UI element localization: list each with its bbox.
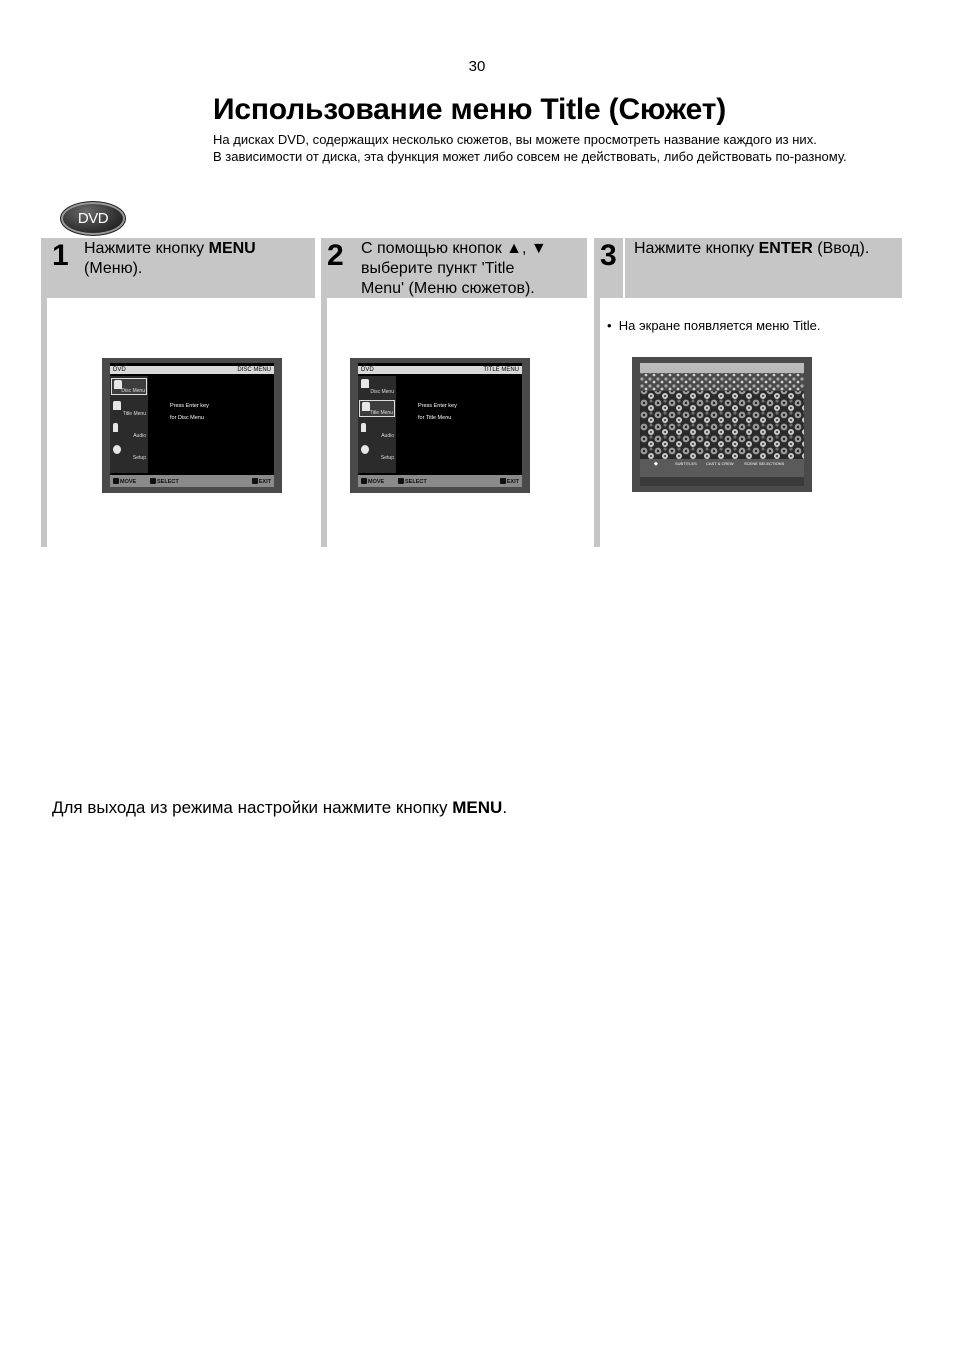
move-key-icon: [113, 478, 119, 484]
step-2-number: 2: [327, 239, 344, 272]
step-1-text-line-2: (Меню).: [84, 260, 143, 277]
step-1-text: [84, 239, 256, 279]
screen-header-left: DVD: [361, 367, 374, 373]
screen-footer: [358, 475, 522, 487]
screen-display: [110, 363, 274, 487]
select-key-icon: [398, 478, 404, 484]
step-3-sidebar: [594, 298, 600, 547]
screen-footer-move: MOVE: [361, 478, 384, 485]
screen-menu-item-disc-menu: Disc Menu: [111, 378, 147, 395]
dvd-badge-icon: [60, 201, 126, 236]
title-menu-option-subtitles: SUBTITLES: [675, 461, 697, 466]
title-menu-option-cast-crew: CAST & CREW: [706, 461, 734, 466]
gear-icon: [113, 445, 121, 454]
speaker-icon: [361, 423, 366, 432]
screen-message-line-2: for Title Menu: [418, 415, 452, 421]
screen-menu-sidebar: [110, 376, 148, 473]
screen-message-line-2: for Disc Menu: [170, 415, 204, 421]
screen-header: [358, 366, 522, 374]
screen-menu-item-title-menu: Title Menu: [359, 400, 395, 417]
speaker-icon: [113, 423, 118, 432]
screen-menu-item-audio: Audio: [359, 422, 395, 439]
exit-instruction-end: .: [502, 798, 508, 817]
step-3-number: 3: [600, 239, 617, 272]
step-1-sidebar: [41, 298, 47, 547]
step-3-divider: [623, 238, 625, 298]
exit-instruction-menu-key: MENU: [452, 798, 503, 817]
screen-menu-item-audio: Audio: [111, 422, 147, 439]
screen-footer-select: SELECT: [150, 478, 179, 485]
intro-text-line-1: На дисках DVD, содержащих несколько сюжетов, вы можете просмотреть название каждого из них.: [213, 132, 817, 147]
screen-header-left: DVD: [113, 367, 126, 373]
step-1-disc-menu-screen: [102, 358, 282, 493]
step-1-menu-key: MENU: [208, 240, 256, 257]
screen-menu-sidebar: [358, 376, 396, 473]
screen-display: [358, 363, 522, 487]
screen-footer-select: SELECT: [398, 478, 427, 485]
exit-instruction: [52, 798, 507, 818]
screen-footer-exit: EXIT: [252, 478, 271, 485]
step-3-text-post: (Ввод).: [812, 240, 870, 257]
title-menu-option-scene-selections: SCENE SELECTIONS: [744, 461, 785, 466]
step-3-bullet: • На экране появляется меню Title.: [607, 318, 821, 333]
screen-footer: [110, 475, 274, 487]
page-title: Использование меню Title (Сюжет): [213, 93, 726, 126]
screen-menu-item-disc-menu: Disc Menu: [359, 378, 395, 395]
dvd-badge-label: DVD: [77, 210, 109, 227]
exit-key-icon: [252, 478, 258, 484]
title-icon: [362, 402, 370, 411]
screen-footer-move: MOVE: [113, 478, 136, 485]
page-number: 30: [468, 58, 486, 75]
title-icon: [113, 401, 121, 410]
screen-message-line-1: Press Enter key: [170, 403, 209, 409]
step-2-text-line-2: выберите пункт 'Title: [361, 260, 515, 277]
screen-header: [110, 366, 274, 374]
step-2-text-line-1: С помощью кнопок ▲, ▼: [361, 240, 547, 257]
exit-key-icon: [500, 478, 506, 484]
screen-menu-item-title-menu: Title Menu: [111, 400, 147, 417]
title-screen-image: [640, 363, 804, 486]
screen-message-line-1: Press Enter key: [418, 403, 457, 409]
step-2-text: [361, 239, 547, 299]
step-1-number: 1: [52, 239, 69, 272]
step-3-bullet-text: На экране появляется меню Title.: [618, 318, 821, 333]
gear-icon: [361, 445, 369, 454]
step-2-text-line-3: Menu' (Меню сюжетов).: [361, 280, 535, 297]
intro-text-line-2: В зависимости от диска, эта функция может либо совсем не действовать, либо действовать по-разному.: [213, 149, 847, 164]
screen-header-title: TITLE MENU: [483, 367, 519, 373]
step-2-sidebar: [321, 298, 327, 547]
select-key-icon: [150, 478, 156, 484]
step-3-text-pre: Нажмите кнопку: [634, 240, 759, 257]
screen-menu-item-setup: Setup: [111, 444, 147, 461]
screen-menu-item-setup: Setup: [359, 444, 395, 461]
title-screen-logo: ◆: [654, 461, 658, 467]
step-3-enter-key: ENTER: [758, 240, 813, 257]
screen-header-title: DISC MENU: [237, 367, 271, 373]
move-key-icon: [361, 478, 367, 484]
step-1-text-pre: Нажмите кнопку: [84, 240, 209, 257]
step-3-text: [634, 239, 869, 259]
step-3-title-screen: [632, 357, 812, 492]
screen-footer-exit: EXIT: [500, 478, 519, 485]
step-2-title-menu-screen: [350, 358, 530, 493]
disc-icon: [361, 379, 369, 388]
exit-instruction-text: Для выхода из режима настройки нажмите кнопку: [52, 798, 453, 817]
